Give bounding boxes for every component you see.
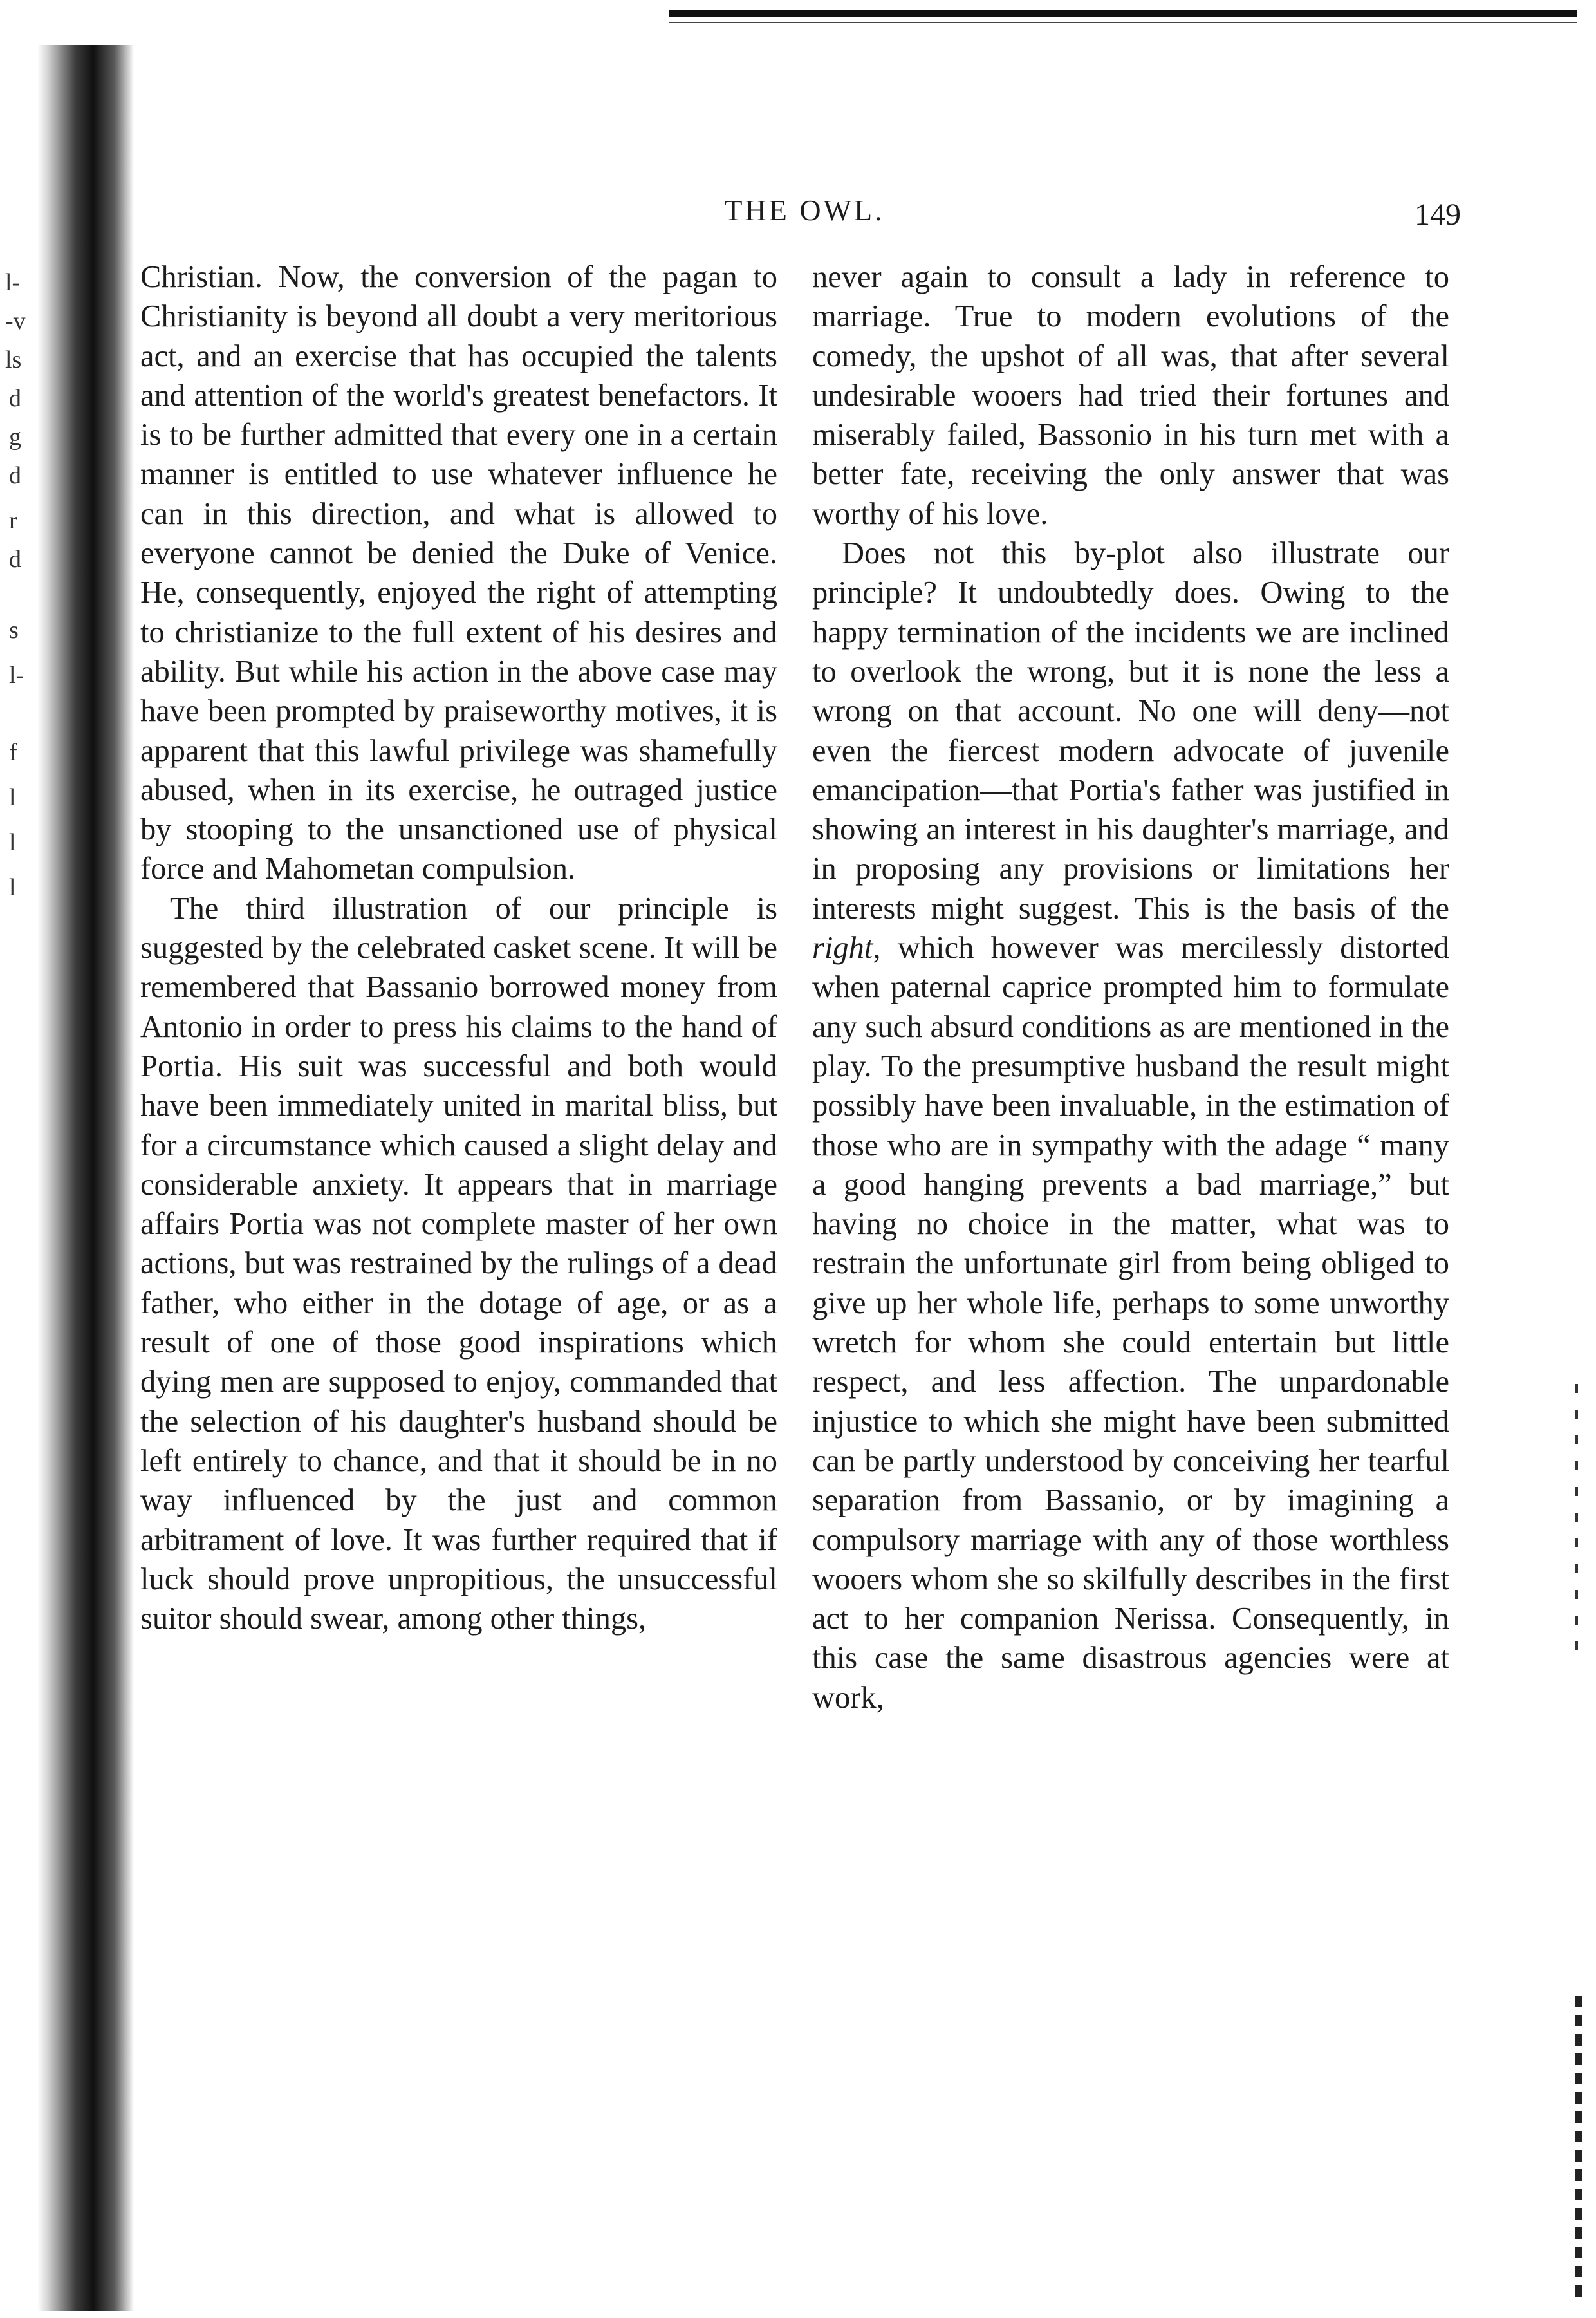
italic-word: right <box>812 931 873 966</box>
margin-fragment: d <box>9 546 21 573</box>
left-column <box>140 257 777 2201</box>
page-header <box>0 193 1596 232</box>
margin-fragment: l- <box>5 269 21 296</box>
paragraph-text: , which however was mercilessly distorted when paternal caprice prompted him to formulate any such absurd conditions as are mentioned in the play. To the presumptive husband the result might possibly have been invaluable, in the estimation of those who are in sympathy with the adage “ many a good hanging prevents a bad marriage,” but having no choice in the matter, what was to restrain the unfortunate girl from being obliged to give up her whole life, perhaps to some unworthy wretch for whom she could entertain but little respect, and less affection. The unpardonable injustice to which she might have been submitted can be partly understood by conceiving her tearful separation from Bassanio, or by imagining a compulsory marriage with any of those worthless wooers whom she so skilfully describes in the first act to her companion Nerissa. Consequently, in this case the same disastrous agencies were at work, <box>812 931 1449 1715</box>
paragraph <box>812 534 1449 1717</box>
margin-fragment: s <box>9 617 19 644</box>
page-number: 149 <box>1415 198 1461 232</box>
right-edge-mark-lower <box>1575 1996 1582 2298</box>
margin-fragment: g <box>9 424 21 451</box>
margin-fragment: l <box>9 784 16 811</box>
book-binding-shadow <box>37 45 134 2311</box>
margin-fragment: ls <box>5 346 22 373</box>
right-edge-mark <box>1575 1384 1578 1654</box>
margin-fragment: d <box>9 385 21 412</box>
margin-fragment: f <box>9 739 17 766</box>
top-edge-rule-thin <box>669 22 1577 23</box>
top-edge-rule <box>669 10 1577 17</box>
paragraph-text: Does not this by-plot also illustrate our principle? It undoubtedly does. Owing to the happy termination of the incidents we are inclined to overlook the wrong, but it is none the less a wrong on that account. No one will deny—not even the fiercest modern advocate of juvenile emancipation—that Portia's father was justified in showing an interest in his daughter's marriage, and in proposing any provisions or limitations her interests might suggest. This is the basis of the <box>812 536 1449 926</box>
paragraph: never again to consult a lady in reference to marriage. True to modern evolutions of the comedy, the upshot of all was, that after several undesirable wooers had tried their fortunes and miserably failed, Bassonio in his turn met with a better fate, receiving the only answer that was worthy of his love. <box>812 260 1449 531</box>
margin-fragment: l- <box>9 662 24 689</box>
running-title: THE OWL. <box>724 194 885 227</box>
right-column <box>812 257 1449 2201</box>
margin-fragment: -v <box>5 308 26 335</box>
paragraph: Christian. Now, the conversion of the pagan to Christianity is beyond all doubt a very meritorious act, and an exercise that has occupied the talents and attention of the world's greatest benefactors. It is to be further admitted that every one in a certain manner is entitled to use whatever influence he can in this direction, and what is allowed to everyone cannot be denied the Duke of Venice. He, consequently, enjoyed the right of attempting to christianize to the full extent of his desires and ability. But while his action in the above case may have been prompted by praiseworthy motives, it is apparent that this lawful privilege was shamefully abused, when in its exercise, he outraged justice by stooping to the unsanctioned use of physical force and Mahometan compulsion. <box>140 260 777 886</box>
margin-fragment: l <box>9 829 16 856</box>
margin-fragment: r <box>9 507 17 534</box>
margin-fragment: l <box>9 874 16 901</box>
margin-fragment: d <box>9 462 21 489</box>
paragraph: The third illustration of our principle is suggested by the celebrated casket scene. It will be remembered that Bassanio borrowed money from Antonio in order to press his claims to the hand of Portia. His suit was successful and both would have been immediately united in marital bliss, but for a circumstance which caused a slight delay and considerable anxiety. It appears that in marriage affairs Portia was not complete master of her own actions, but was restrained by the rulings of a dead father, who either in the dotage of age, or as a result of one of those good inspirations which dying men are supposed to enjoy, commanded that the selection of his daughter's husband should be left entirely to chance, and that it should be in no way influenced by the just and common arbitrament of love. It was further required that if luck should prove unpropitious, the unsuccessful suitor should swear, among other things, <box>140 891 777 1636</box>
